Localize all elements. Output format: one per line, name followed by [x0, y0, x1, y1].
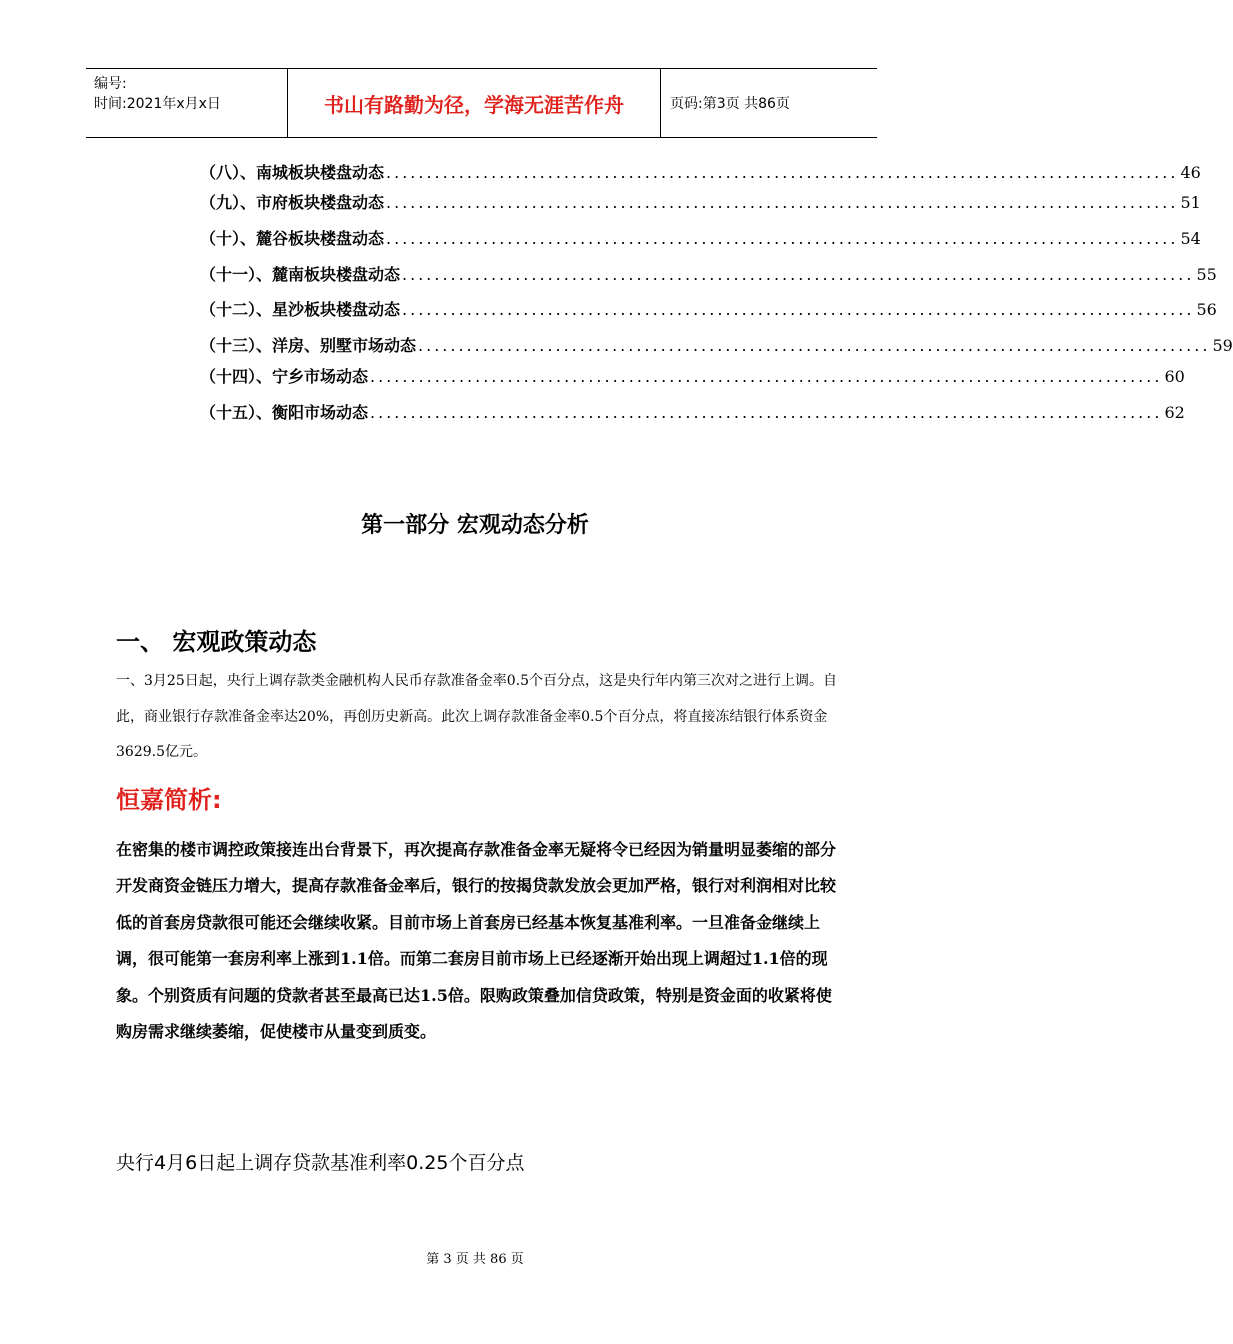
toc-entry-label: （八）、南城板块楼盘动态 — [200, 163, 385, 182]
toc-entry-page: 59 — [1212, 336, 1233, 355]
toc-entry-page: 46 — [1180, 163, 1201, 182]
policy-paragraph: 一、3月25日起，央行上调存款类金融机构人民币存款准备金率0.5个百分点，这是央行年内第三次对之进行上调。自此，商业银行存款准备金率达20%，再创历史新高。此次上调存款准备金率0.5个百分点，将直接冻结银行体系资金3629.5亿元。 — [116, 673, 837, 760]
toc-entry-label: （九）、市府板块楼盘动态 — [200, 193, 385, 212]
number-label: 编号: — [94, 76, 127, 92]
toc-entry-label: （十五）、衡阳市场动态 — [200, 403, 369, 422]
part-title: 第一部分 宏观动态分析 — [361, 513, 589, 538]
rate-subheading: 央行4月6日起上调存贷款基准利率0.25个百分点 — [116, 1152, 525, 1174]
page-header — [86, 68, 877, 138]
header-motto: 书山有路勤为径，学海无涯苦作舟 — [288, 69, 661, 137]
toc-entry-label: （十二）、星沙板块楼盘动态 — [200, 300, 401, 319]
page-footer: 第 3 页 共 86 页 — [426, 1252, 524, 1267]
toc-entry-label: （十四）、宁乡市场动态 — [200, 367, 369, 386]
toc-entry[interactable] — [200, 262, 1217, 286]
toc-entry-label: （十三）、洋房、别墅市场动态 — [200, 336, 417, 355]
toc-entry-page: 60 — [1164, 367, 1185, 386]
toc-entry[interactable] — [200, 364, 1185, 388]
section-title: 一、 宏观政策动态 — [116, 628, 317, 656]
toc-entry[interactable] — [200, 226, 1201, 250]
toc-leader-dots: .................................................................................................. — [370, 403, 1163, 422]
toc-entry-page: 54 — [1180, 229, 1201, 248]
toc-entry-page: 55 — [1196, 265, 1217, 284]
toc-leader-dots: .................................................................................................. — [402, 300, 1195, 319]
header-meta — [86, 69, 288, 137]
toc-entry[interactable] — [200, 400, 1185, 424]
toc-leader-dots: .................................................................................................. — [386, 163, 1179, 182]
toc-leader-dots: .................................................................................................. — [418, 336, 1211, 355]
toc-entry-label: （十）、麓谷板块楼盘动态 — [200, 229, 385, 248]
toc-leader-dots: .................................................................................................. — [402, 265, 1195, 284]
time-label: 时间:2021年x月x日 — [94, 96, 221, 112]
analysis-heading: 恒嘉简析: — [116, 786, 222, 814]
analysis-paragraph: 在密集的楼市调控政策接连出台背景下，再次提高存款准备金率无疑将令已经因为销量明显萎缩的部分开发商资金链压力增大，提高存款准备金率后，银行的按揭贷款发放会更加严格，银行对利润相对比较低的首套房贷款很可能还会继续收紧。目前市场上首套房已经基本恢复基准利率。一旦准备金继续上调，很可能第一套房利率上涨到1.1倍。而第二套房目前市场上已经逐渐开始出现上调超过1.1倍的现象。个别资质有问题的贷款者甚至最高已达1.5倍。限购政策叠加信贷政策，特别是资金面的收紧将使购房需求继续萎缩，促使楼市从量变到质变。 — [116, 840, 837, 1042]
toc-entry-page: 56 — [1196, 300, 1217, 319]
toc-entry-page: 51 — [1180, 193, 1201, 212]
toc-entry-page: 62 — [1164, 403, 1185, 422]
toc-entry[interactable] — [200, 333, 1233, 357]
toc-leader-dots: .................................................................................................. — [370, 367, 1163, 386]
toc-entry[interactable] — [200, 190, 1201, 214]
header-page-info: 页码:第3页 共86页 — [670, 96, 790, 112]
toc-entry[interactable] — [200, 297, 1217, 321]
toc-entry-label: （十一）、麓南板块楼盘动态 — [200, 265, 401, 284]
toc-leader-dots: .................................................................................................. — [386, 229, 1179, 248]
toc-entry[interactable] — [200, 160, 1201, 184]
toc-leader-dots: .................................................................................................. — [386, 193, 1179, 212]
